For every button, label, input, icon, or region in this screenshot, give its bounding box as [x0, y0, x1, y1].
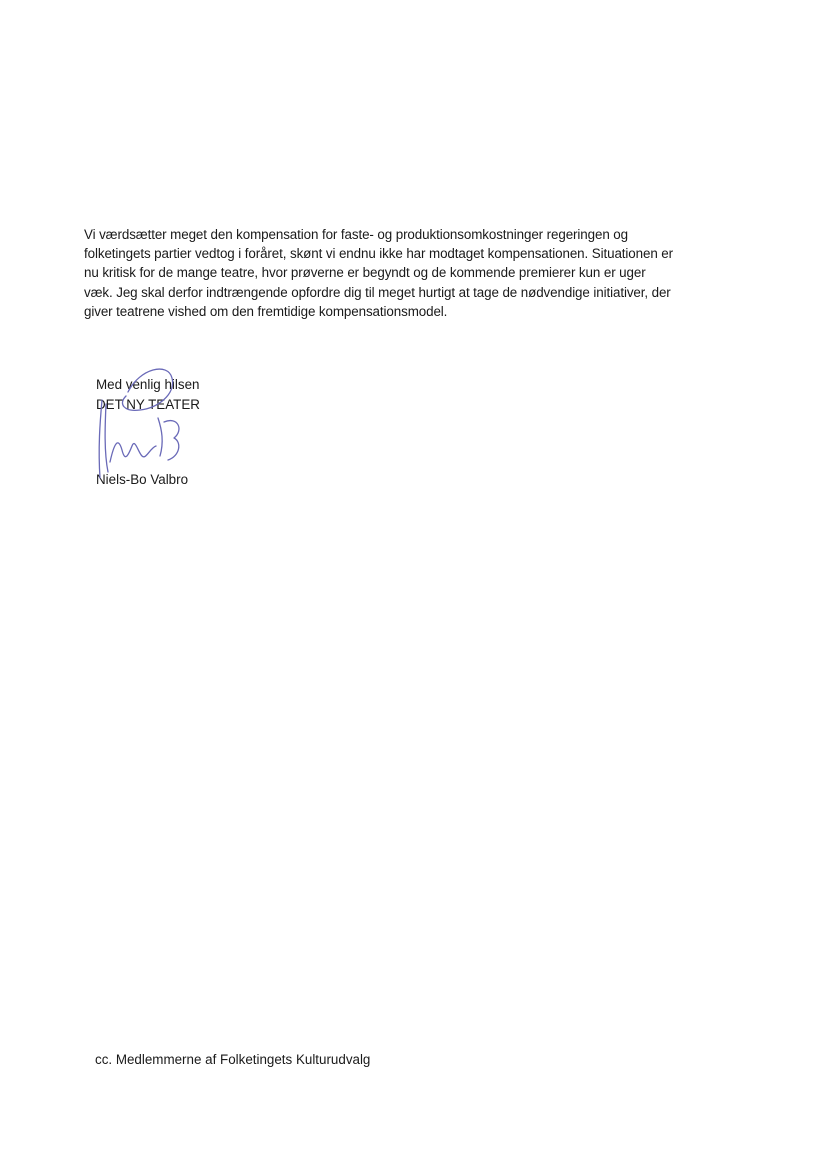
body-line: Vi værdsætter meget den kompensation for faste- og produktionsomkostninger regeringen og [84, 227, 628, 242]
body-line: giver teatrene vished om den fremtidige kompensationsmodel. [84, 303, 448, 319]
signer-name: Niels-Bo Valbro [96, 472, 189, 487]
closing-salutation: Med venlig hilsen [96, 377, 200, 392]
body-line: nu kritisk for de mange teatre, hvor prøverne er begyndt og de kommende premierer kun er uger [84, 265, 646, 281]
cc-line: cc. Medlemmerne af Folketingets Kulturudvalg [95, 1052, 371, 1067]
body-line: væk. Jeg skal derfor indtrængende opfordre dig til meget hurtigt at tage de nødvendige initiativer, der [84, 284, 671, 300]
letter-body [84, 225, 744, 321]
closing-block [96, 375, 200, 415]
body-line: folketingets partier vedtog i foråret, skønt vi endnu ikke har modtaget kompensationen. Situationen er [84, 246, 673, 262]
organization-name: DET NY TEATER [96, 397, 200, 412]
